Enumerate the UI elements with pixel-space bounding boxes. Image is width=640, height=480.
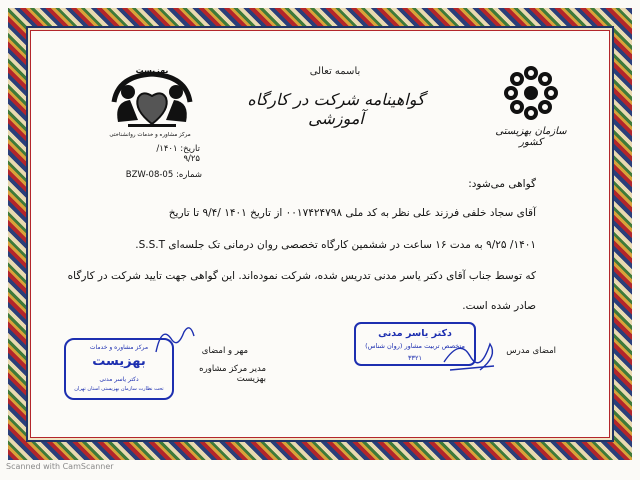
instructor-stamp-name: دکتر یاسر مدنی — [378, 328, 452, 339]
certificate-date: تاریخ: ۱۴۰۱/ ۹/۲۵ — [156, 144, 200, 164]
certificate-body-line-4: صادر شده است. — [462, 300, 536, 312]
counseling-center-subtitle: مرکز مشاوره و خدمات روانشناختی — [109, 132, 191, 138]
certificate-body-line-2: ۱۴۰۱/ ۹/۲۵ به مدت ۱۶ ساعت در ششمین کارگاه تخصصی روان درمانی تک جلسه‌ای S.S.T. — [135, 239, 536, 251]
director-title: مدیر مرکز مشاوره بهزیست — [199, 364, 266, 384]
instructor-stamp-title: متخصص تربیت مشاور (روان شناس) — [365, 342, 465, 350]
center-stamp — [64, 338, 174, 400]
center-stamp-footer: تحت نظارت سازمان بهزیستی استان تهران — [74, 386, 164, 392]
certificate-intro: گواهی می‌شود: — [468, 178, 536, 190]
certificate-number: شماره: BZW-08-05 — [125, 170, 202, 180]
director-signature-label: مهر و امضای — [201, 346, 248, 356]
certificate-body-line-3: که توسط جناب آقای دکتر یاسر مدنی تدریس شده، شرکت نموده‌اند. این گواهی جهت تایید شرکت در کارگاه — [67, 270, 536, 282]
certificate-body-line-1: آقای سجاد خلفی فرزند علی نظر به کد ملی ۰۰۱۷۴۲۴۷۹۸ از تاریخ ۱۴۰۱ /۹/۴ تا تاریخ — [168, 207, 536, 219]
instructor-signature-label: امضای مدرس — [506, 346, 556, 356]
certificate-title: گواهینامه شرکت در کارگاه آموزشی — [247, 90, 425, 128]
center-stamp-name: بهزیست — [92, 354, 146, 369]
counseling-center-logo-text: بهزیست — [135, 66, 169, 75]
instructor-signature-icon — [440, 332, 500, 376]
center-stamp-header: مرکز مشاوره و خدمات — [89, 344, 149, 351]
welfare-organization-name: سازمان بهزیستی کشور — [495, 126, 567, 148]
instructor-stamp-code: ۳۳۲۱ — [408, 354, 422, 362]
scanner-watermark: Scanned with CamScanner — [6, 462, 114, 471]
bismillah-text: باسمه تعالی — [309, 66, 361, 77]
welfare-organization-logo-icon — [498, 60, 564, 126]
center-stamp-director: دکتر یاسر مدنی — [99, 376, 139, 383]
